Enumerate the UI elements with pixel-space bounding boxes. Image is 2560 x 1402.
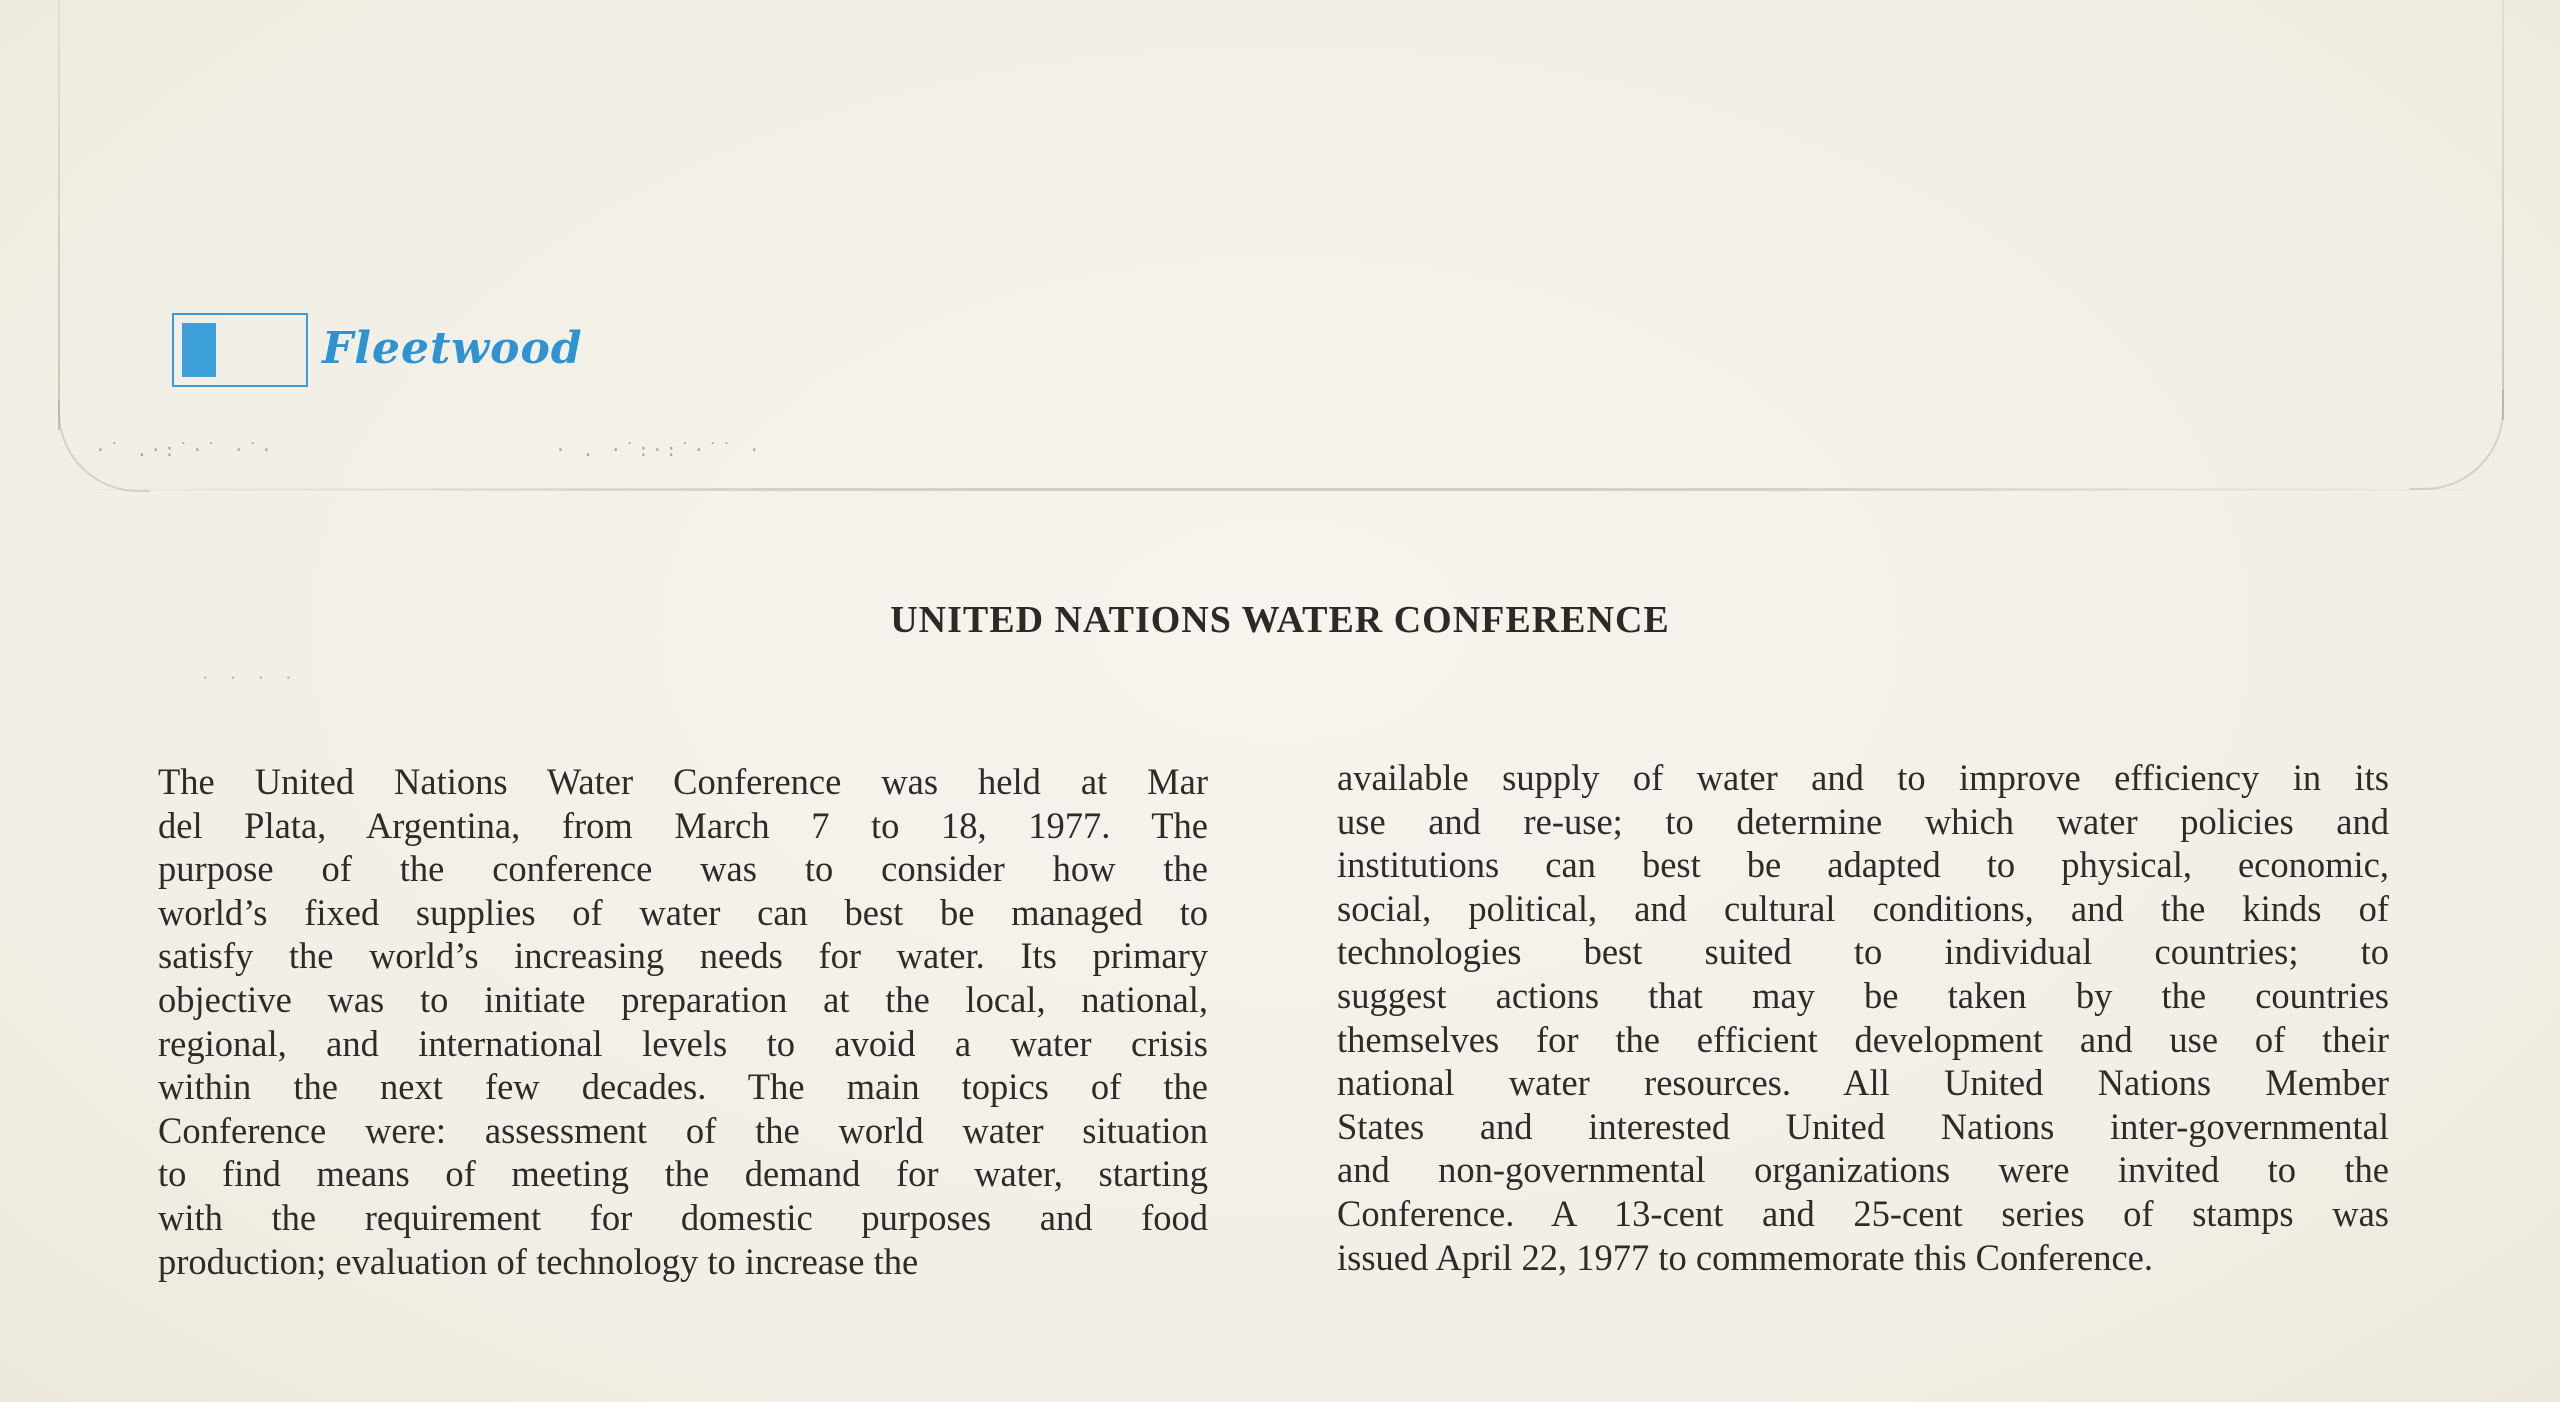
text-line: technologies best suited to individual countries; to xyxy=(1337,931,2389,973)
text-line: issued April 22, 1977 to commemorate this Conference. xyxy=(1337,1236,2154,1278)
flap-corner-right xyxy=(2410,390,2504,490)
text-line: The United Nations Water Conference was held at Mar xyxy=(158,761,1208,802)
text-column-left xyxy=(158,760,1208,1283)
ink-smudge: · . ·˙:·:˙·˙˙ · xyxy=(555,440,763,461)
text-line: satisfy the world’s increasing needs for water. Its primary xyxy=(158,935,1208,977)
text-line: themselves for the efficient development and use of their xyxy=(1337,1018,2389,1060)
text-line: social, political, and cultural conditions, and the kinds of xyxy=(1337,887,2389,929)
text-line: objective was to initiate preparation at the local, national, xyxy=(158,978,1208,1020)
flap-edge-bottom xyxy=(70,488,2490,491)
text-line: Conference. A 13-cent and 25-cent series of stamps was xyxy=(1337,1192,2389,1234)
text-line: purpose of the conference was to consider how the xyxy=(158,848,1208,890)
logo-mark-icon xyxy=(172,313,308,387)
text-line: world’s fixed supplies of water can best be managed to xyxy=(158,891,1208,933)
text-column-right xyxy=(1337,756,2389,1279)
text-line: suggest actions that may be taken by the countries xyxy=(1337,974,2389,1016)
text-line: Conference were: assessment of the world water situation xyxy=(158,1109,1208,1151)
fleetwood-logo xyxy=(172,313,583,387)
document-title: UNITED NATIONS WATER CONFERENCE xyxy=(890,599,1670,641)
flap-edge-right xyxy=(2502,0,2504,420)
text-line: national water resources. All United Nations Member xyxy=(1337,1062,2389,1104)
text-line: del Plata, Argentina, from March 7 to 18, 1977. The xyxy=(158,804,1208,846)
ink-smudge: · · · · xyxy=(200,668,297,689)
text-line: regional, and international levels to avoid a water crisis xyxy=(158,1022,1208,1064)
text-line: and non-governmental organizations were invited to the xyxy=(1337,1149,2389,1191)
text-line: to find means of meeting the demand for water, starting xyxy=(158,1153,1208,1195)
text-line: States and interested United Nations inter-governmental xyxy=(1337,1105,2389,1147)
text-line: institutions can best be adapted to physical, economic, xyxy=(1337,844,2389,886)
text-line: available supply of water and to improve efficiency in its xyxy=(1337,757,2389,798)
text-line: use and re-use; to determine which water policies and xyxy=(1337,800,2389,842)
flap-edge-left xyxy=(58,0,60,430)
text-line: with the requirement for domestic purposes and food xyxy=(158,1196,1208,1238)
text-line: within the next few decades. The main topics of the xyxy=(158,1066,1208,1108)
text-line: production; evaluation of technology to increase the xyxy=(158,1240,919,1282)
ink-smudge: ·˙ .·:˙·˙ ·˙· xyxy=(95,440,275,461)
logo-wordmark: Fleetwood xyxy=(322,322,583,374)
